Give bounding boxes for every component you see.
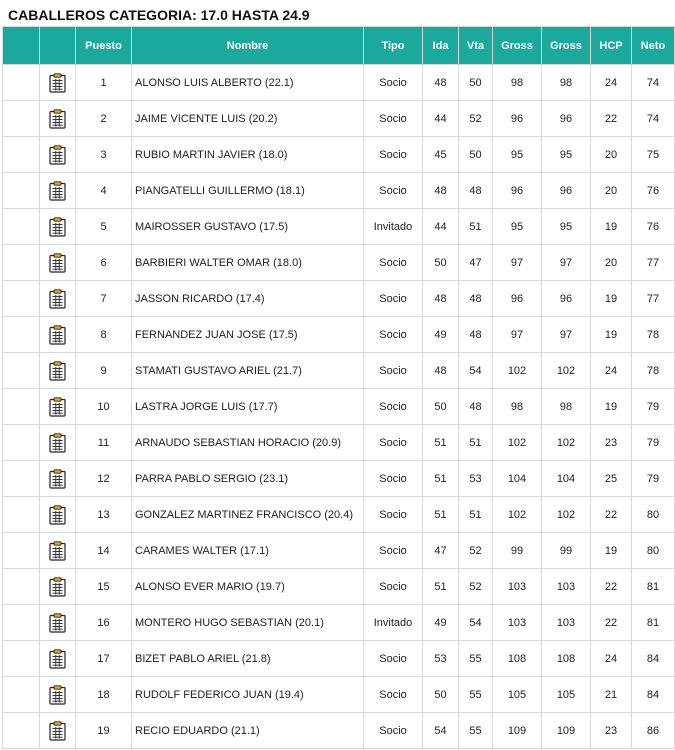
- cell-nombre: ALONSO LUIS ALBERTO (22.1): [132, 65, 364, 101]
- cell-gross: 102: [493, 353, 542, 389]
- cell-puesto: 12: [76, 461, 132, 497]
- cell-neto: 80: [632, 497, 675, 533]
- cell-scorecard: [40, 713, 76, 749]
- table-row: [3, 461, 675, 497]
- cell-vta: 48: [459, 389, 493, 425]
- scorecard-clipboard-icon[interactable]: [49, 505, 66, 525]
- cell-hcp: 19: [591, 533, 632, 569]
- cell-gross: 99: [493, 533, 542, 569]
- cell-ida: 45: [423, 137, 459, 173]
- cell-blank: [3, 281, 40, 317]
- cell-gross-2: 102: [542, 353, 591, 389]
- cell-blank: [3, 641, 40, 677]
- cell-puesto: 11: [76, 425, 132, 461]
- table-row: [3, 173, 675, 209]
- cell-vta: 48: [459, 281, 493, 317]
- cell-blank: [3, 497, 40, 533]
- cell-puesto: 14: [76, 533, 132, 569]
- cell-gross-2: 102: [542, 497, 591, 533]
- cell-scorecard: [40, 281, 76, 317]
- cell-hcp: 22: [591, 605, 632, 641]
- cell-blank: [3, 353, 40, 389]
- cell-ida: 44: [423, 209, 459, 245]
- cell-gross: 104: [493, 461, 542, 497]
- cell-puesto: 7: [76, 281, 132, 317]
- header-gross[interactable]: Gross: [493, 27, 542, 65]
- table-row: [3, 353, 675, 389]
- scorecard-clipboard-icon[interactable]: [49, 109, 66, 129]
- cell-gross: 96: [493, 281, 542, 317]
- cell-vta: 52: [459, 101, 493, 137]
- cell-neto: 84: [632, 641, 675, 677]
- header-nombre[interactable]: Nombre: [132, 27, 364, 65]
- cell-gross: 97: [493, 245, 542, 281]
- cell-ida: 51: [423, 461, 459, 497]
- scorecard-clipboard-icon[interactable]: [49, 721, 66, 741]
- cell-blank: [3, 101, 40, 137]
- header-vta[interactable]: Vta: [459, 27, 493, 65]
- cell-puesto: 15: [76, 569, 132, 605]
- cell-neto: 74: [632, 65, 675, 101]
- cell-hcp: 19: [591, 389, 632, 425]
- cell-tipo: Socio: [364, 461, 423, 497]
- cell-tipo: Socio: [364, 425, 423, 461]
- scorecard-clipboard-icon[interactable]: [49, 469, 66, 489]
- cell-gross-2: 105: [542, 677, 591, 713]
- cell-hcp: 22: [591, 569, 632, 605]
- cell-scorecard: [40, 533, 76, 569]
- cell-tipo: Socio: [364, 389, 423, 425]
- cell-hcp: 20: [591, 137, 632, 173]
- cell-gross: 108: [493, 641, 542, 677]
- header-ida[interactable]: Ida: [423, 27, 459, 65]
- cell-gross-2: 103: [542, 569, 591, 605]
- table-row: [3, 533, 675, 569]
- cell-puesto: 3: [76, 137, 132, 173]
- cell-ida: 47: [423, 533, 459, 569]
- cell-neto: 86: [632, 713, 675, 749]
- cell-blank: [3, 533, 40, 569]
- scorecard-clipboard-icon[interactable]: [49, 649, 66, 669]
- scorecard-clipboard-icon[interactable]: [49, 145, 66, 165]
- cell-nombre: LASTRA JORGE LUIS (17.7): [132, 389, 364, 425]
- cell-scorecard: [40, 641, 76, 677]
- cell-nombre: ARNAUDO SEBASTIAN HORACIO (20.9): [132, 425, 364, 461]
- cell-tipo: Socio: [364, 677, 423, 713]
- cell-scorecard: [40, 353, 76, 389]
- cell-blank: [3, 605, 40, 641]
- cell-ida: 51: [423, 497, 459, 533]
- cell-nombre: FERNANDEZ JUAN JOSE (17.5): [132, 317, 364, 353]
- cell-scorecard: [40, 101, 76, 137]
- cell-ida: 50: [423, 677, 459, 713]
- cell-tipo: Socio: [364, 353, 423, 389]
- cell-tipo: Socio: [364, 569, 423, 605]
- cell-neto: 79: [632, 461, 675, 497]
- cell-tipo: Socio: [364, 497, 423, 533]
- cell-gross: 103: [493, 605, 542, 641]
- cell-hcp: 24: [591, 65, 632, 101]
- cell-ida: 48: [423, 281, 459, 317]
- cell-tipo: Socio: [364, 101, 423, 137]
- cell-scorecard: [40, 569, 76, 605]
- cell-gross-2: 96: [542, 281, 591, 317]
- header-neto[interactable]: Neto: [632, 27, 675, 65]
- results-table: [2, 26, 675, 749]
- cell-nombre: CARAMES WALTER (17.1): [132, 533, 364, 569]
- cell-gross-2: 104: [542, 461, 591, 497]
- cell-vta: 48: [459, 173, 493, 209]
- table-row: [3, 713, 675, 749]
- cell-ida: 50: [423, 245, 459, 281]
- cell-hcp: 24: [591, 353, 632, 389]
- cell-blank: [3, 425, 40, 461]
- table-row: [3, 605, 675, 641]
- cell-neto: 84: [632, 677, 675, 713]
- scorecard-clipboard-icon[interactable]: [49, 73, 66, 93]
- cell-vta: 51: [459, 425, 493, 461]
- cell-scorecard: [40, 389, 76, 425]
- cell-puesto: 8: [76, 317, 132, 353]
- cell-nombre: MAIROSSER GUSTAVO (17.5): [132, 209, 364, 245]
- cell-nombre: BIZET PABLO ARIEL (21.8): [132, 641, 364, 677]
- scorecard-clipboard-icon[interactable]: [49, 397, 66, 417]
- cell-neto: 79: [632, 425, 675, 461]
- cell-ida: 50: [423, 389, 459, 425]
- cell-hcp: 20: [591, 173, 632, 209]
- cell-neto: 81: [632, 569, 675, 605]
- cell-blank: [3, 137, 40, 173]
- cell-puesto: 17: [76, 641, 132, 677]
- cell-gross: 109: [493, 713, 542, 749]
- cell-gross-2: 109: [542, 713, 591, 749]
- cell-vta: 50: [459, 65, 493, 101]
- cell-puesto: 6: [76, 245, 132, 281]
- cell-puesto: 19: [76, 713, 132, 749]
- cell-vta: 52: [459, 569, 493, 605]
- scorecard-clipboard-icon[interactable]: [49, 577, 66, 597]
- cell-scorecard: [40, 425, 76, 461]
- scorecard-clipboard-icon[interactable]: [49, 181, 66, 201]
- cell-neto: 75: [632, 137, 675, 173]
- cell-scorecard: [40, 461, 76, 497]
- cell-ida: 51: [423, 425, 459, 461]
- cell-neto: 76: [632, 209, 675, 245]
- cell-nombre: BARBIERI WALTER OMAR (18.0): [132, 245, 364, 281]
- header-tipo[interactable]: Tipo: [364, 27, 423, 65]
- cell-nombre: RECIO EDUARDO (21.1): [132, 713, 364, 749]
- cell-puesto: 4: [76, 173, 132, 209]
- table-row: [3, 317, 675, 353]
- cell-vta: 51: [459, 497, 493, 533]
- cell-blank: [3, 461, 40, 497]
- cell-vta: 52: [459, 533, 493, 569]
- cell-ida: 44: [423, 101, 459, 137]
- cell-gross: 96: [493, 173, 542, 209]
- cell-puesto: 16: [76, 605, 132, 641]
- cell-hcp: 23: [591, 713, 632, 749]
- cell-scorecard: [40, 317, 76, 353]
- header-puesto[interactable]: Puesto: [76, 27, 132, 65]
- cell-hcp: 21: [591, 677, 632, 713]
- cell-neto: 81: [632, 605, 675, 641]
- cell-blank: [3, 713, 40, 749]
- cell-gross-2: 98: [542, 65, 591, 101]
- cell-neto: 80: [632, 533, 675, 569]
- scorecard-clipboard-icon[interactable]: [49, 541, 66, 561]
- cell-gross: 95: [493, 137, 542, 173]
- cell-puesto: 1: [76, 65, 132, 101]
- cell-blank: [3, 317, 40, 353]
- cell-blank: [3, 65, 40, 101]
- cell-neto: 78: [632, 317, 675, 353]
- table-header-row: [3, 27, 675, 65]
- cell-nombre: MONTERO HUGO SEBASTIAN (20.1): [132, 605, 364, 641]
- cell-ida: 49: [423, 605, 459, 641]
- results-body: [3, 65, 675, 749]
- cell-puesto: 2: [76, 101, 132, 137]
- header-gross-2[interactable]: Gross: [542, 27, 591, 65]
- cell-puesto: 9: [76, 353, 132, 389]
- cell-puesto: 5: [76, 209, 132, 245]
- scorecard-clipboard-icon[interactable]: [49, 433, 66, 453]
- cell-nombre: JAIME VICENTE LUIS (20.2): [132, 101, 364, 137]
- cell-ida: 48: [423, 353, 459, 389]
- cell-gross: 102: [493, 497, 542, 533]
- cell-blank: [3, 245, 40, 281]
- cell-tipo: Socio: [364, 533, 423, 569]
- cell-tipo: Socio: [364, 65, 423, 101]
- table-row: [3, 425, 675, 461]
- cell-scorecard: [40, 677, 76, 713]
- cell-nombre: RUBIO MARTIN JAVIER (18.0): [132, 137, 364, 173]
- cell-vta: 53: [459, 461, 493, 497]
- cell-gross-2: 99: [542, 533, 591, 569]
- table-row: [3, 677, 675, 713]
- cell-vta: 54: [459, 353, 493, 389]
- cell-gross: 102: [493, 425, 542, 461]
- cell-vta: 47: [459, 245, 493, 281]
- cell-tipo: Socio: [364, 281, 423, 317]
- cell-gross-2: 97: [542, 245, 591, 281]
- cell-ida: 54: [423, 713, 459, 749]
- scorecard-clipboard-icon[interactable]: [49, 217, 66, 237]
- scorecard-clipboard-icon[interactable]: [49, 685, 66, 705]
- cell-vta: 55: [459, 713, 493, 749]
- cell-gross-2: 108: [542, 641, 591, 677]
- cell-nombre: GONZALEZ MARTINEZ FRANCISCO (20.4): [132, 497, 364, 533]
- cell-scorecard: [40, 65, 76, 101]
- scorecard-clipboard-icon[interactable]: [49, 289, 66, 309]
- scorecard-clipboard-icon[interactable]: [49, 613, 66, 633]
- cell-blank: [3, 173, 40, 209]
- scorecard-clipboard-icon[interactable]: [49, 361, 66, 381]
- cell-vta: 51: [459, 209, 493, 245]
- cell-vta: 55: [459, 641, 493, 677]
- cell-nombre: PARRA PABLO SERGIO (23.1): [132, 461, 364, 497]
- cell-hcp: 22: [591, 101, 632, 137]
- cell-gross-2: 96: [542, 173, 591, 209]
- cell-ida: 49: [423, 317, 459, 353]
- cell-puesto: 18: [76, 677, 132, 713]
- cell-gross-2: 98: [542, 389, 591, 425]
- cell-scorecard: [40, 209, 76, 245]
- cell-hcp: 19: [591, 281, 632, 317]
- cell-gross-2: 96: [542, 101, 591, 137]
- cell-gross-2: 103: [542, 605, 591, 641]
- cell-vta: 55: [459, 677, 493, 713]
- cell-ida: 48: [423, 173, 459, 209]
- cell-hcp: 20: [591, 245, 632, 281]
- header-hcp[interactable]: HCP: [591, 27, 632, 65]
- page-title: CABALLEROS CATEGORIA: 17.0 HASTA 24.9: [8, 7, 310, 23]
- cell-scorecard: [40, 605, 76, 641]
- cell-gross: 95: [493, 209, 542, 245]
- table-row: [3, 209, 675, 245]
- header-blank: [3, 27, 40, 65]
- header-icon: [40, 27, 76, 65]
- cell-blank: [3, 209, 40, 245]
- cell-hcp: 22: [591, 497, 632, 533]
- scorecard-clipboard-icon[interactable]: [49, 325, 66, 345]
- cell-ida: 53: [423, 641, 459, 677]
- cell-nombre: RUDOLF FEDERICO JUAN (19.4): [132, 677, 364, 713]
- cell-neto: 76: [632, 173, 675, 209]
- cell-tipo: Socio: [364, 317, 423, 353]
- cell-gross: 96: [493, 101, 542, 137]
- table-row: [3, 641, 675, 677]
- cell-neto: 77: [632, 245, 675, 281]
- cell-neto: 79: [632, 389, 675, 425]
- table-row: [3, 569, 675, 605]
- cell-blank: [3, 389, 40, 425]
- cell-scorecard: [40, 173, 76, 209]
- cell-vta: 48: [459, 317, 493, 353]
- cell-gross: 105: [493, 677, 542, 713]
- cell-gross: 97: [493, 317, 542, 353]
- cell-gross-2: 95: [542, 137, 591, 173]
- cell-puesto: 10: [76, 389, 132, 425]
- cell-gross-2: 102: [542, 425, 591, 461]
- cell-ida: 48: [423, 65, 459, 101]
- cell-blank: [3, 569, 40, 605]
- cell-scorecard: [40, 245, 76, 281]
- cell-hcp: 23: [591, 425, 632, 461]
- cell-gross: 98: [493, 65, 542, 101]
- cell-gross: 103: [493, 569, 542, 605]
- table-row: [3, 101, 675, 137]
- cell-gross-2: 95: [542, 209, 591, 245]
- cell-scorecard: [40, 497, 76, 533]
- cell-vta: 50: [459, 137, 493, 173]
- cell-neto: 77: [632, 281, 675, 317]
- cell-gross: 98: [493, 389, 542, 425]
- cell-tipo: Invitado: [364, 605, 423, 641]
- cell-hcp: 25: [591, 461, 632, 497]
- table-row: [3, 245, 675, 281]
- table-row: [3, 389, 675, 425]
- cell-blank: [3, 677, 40, 713]
- cell-gross-2: 97: [542, 317, 591, 353]
- cell-scorecard: [40, 137, 76, 173]
- table-row: [3, 137, 675, 173]
- table-row: [3, 65, 675, 101]
- cell-nombre: JASSON RICARDO (17.4): [132, 281, 364, 317]
- cell-tipo: Socio: [364, 245, 423, 281]
- cell-nombre: STAMATI GUSTAVO ARIEL (21.7): [132, 353, 364, 389]
- cell-tipo: Invitado: [364, 209, 423, 245]
- scorecard-clipboard-icon[interactable]: [49, 253, 66, 273]
- cell-neto: 78: [632, 353, 675, 389]
- table-row: [3, 497, 675, 533]
- cell-hcp: 19: [591, 209, 632, 245]
- cell-tipo: Socio: [364, 713, 423, 749]
- table-row: [3, 281, 675, 317]
- cell-hcp: 24: [591, 641, 632, 677]
- cell-tipo: Socio: [364, 173, 423, 209]
- cell-vta: 54: [459, 605, 493, 641]
- cell-ida: 51: [423, 569, 459, 605]
- cell-tipo: Socio: [364, 137, 423, 173]
- cell-neto: 74: [632, 101, 675, 137]
- cell-nombre: PIANGATELLI GUILLERMO (18.1): [132, 173, 364, 209]
- cell-tipo: Socio: [364, 641, 423, 677]
- cell-hcp: 19: [591, 317, 632, 353]
- cell-puesto: 13: [76, 497, 132, 533]
- cell-nombre: ALONSO EVER MARIO (19.7): [132, 569, 364, 605]
